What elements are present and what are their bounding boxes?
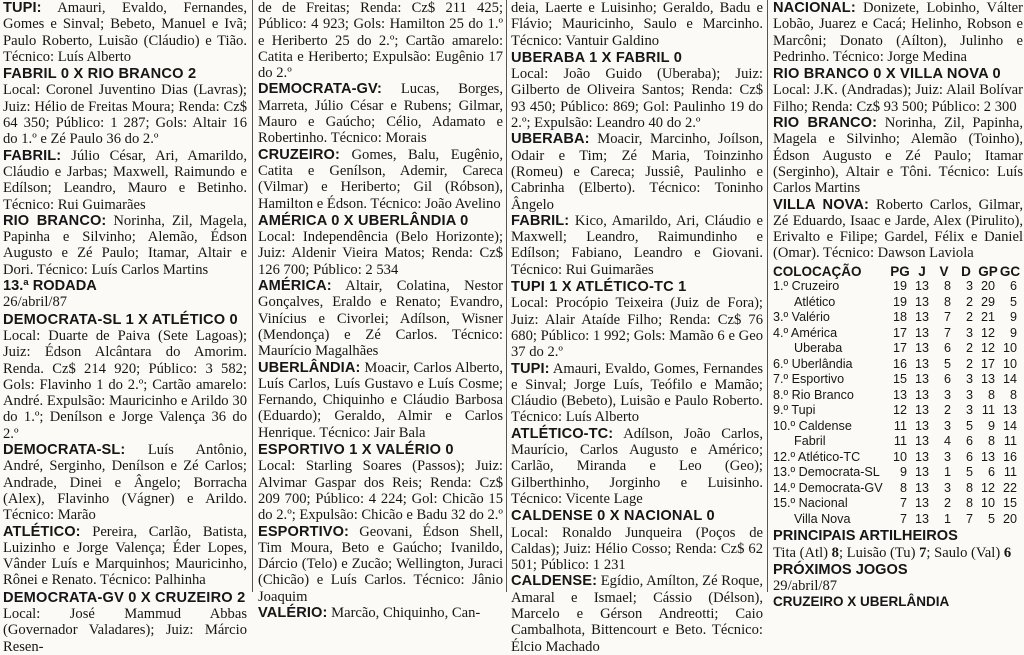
match-heading: AMÉRICA 0 X UBERLÂNDIA 0 bbox=[258, 212, 469, 229]
stat-d: 2 bbox=[965, 356, 973, 371]
stat-v: 2 bbox=[943, 403, 951, 418]
stat-v: 7 bbox=[943, 325, 951, 340]
column-divider bbox=[252, 0, 253, 592]
stat-j: 13 bbox=[914, 434, 929, 449]
team-cell bbox=[773, 403, 889, 419]
match-details-text: Local: Duarte de Paiva (Sete Lagoas); Juiz: Édson Alcântara do Amorim. Renda. Cz$ 214 920; Público: 3 582; Gols: Flavinho 1 do 2.º; Cartão amarelo: André. Expulsão: Mauricinho e Arildo 30 do 1.º; Denílson e Jorge Valença 36 do 2.º bbox=[3, 327, 247, 442]
match-heading: ESPORTIVO 1 X VALÉRIO 0 bbox=[258, 442, 454, 459]
stat-j: 13 bbox=[914, 279, 929, 294]
lineup-democrata-sl bbox=[3, 442, 247, 523]
stat-j: 13 bbox=[914, 496, 929, 511]
position: 6.º bbox=[773, 356, 789, 371]
team-cell bbox=[773, 388, 889, 404]
stat-gc: 8 bbox=[1009, 387, 1017, 402]
stat-gp: 8 bbox=[987, 434, 995, 449]
column-divider bbox=[767, 0, 768, 592]
position: 13.º bbox=[773, 465, 796, 480]
table-row bbox=[773, 496, 1021, 512]
lineup-text: Luís Antônio, André, Serginho, Denílson e Zé Carlos; Andrade, Dinei e Ângelo; Borracha (Alex), Flavinho (Vágner) e Arildo. Técnico: Marão bbox=[3, 442, 247, 524]
lineup-uberaba bbox=[511, 131, 763, 212]
next-games-date: 29/abril/87 bbox=[773, 578, 838, 595]
lineup-rio-branco bbox=[773, 115, 1023, 196]
stat-j: 13 bbox=[914, 403, 929, 418]
stat-pg: 7 bbox=[899, 496, 907, 511]
stat-v: 6 bbox=[943, 341, 951, 356]
scorer-goals: 7 bbox=[919, 544, 927, 561]
team-cell bbox=[773, 450, 889, 466]
lineup-nacional bbox=[773, 0, 1023, 65]
lineup-fabril bbox=[3, 148, 247, 213]
lineup-text: Egídio, Amílton, Zé Roque, Amaral e Ismael; Cássio (Délson), Marcelo e Gérson Andreotti; Caio Cambalhota, Bittencourt e Beto. Técnico: Élcio Machado bbox=[511, 573, 763, 655]
lineup-text: Júlio César, Ari, Amarildo, Cláudio e Jarbas; Maxwell, Raimundo e Edílson; Leandro, Mauro e Betinho. Técnico: Rui Guimarães bbox=[3, 147, 247, 213]
match-details-text: Local: José Mammud Abbas (Governador Valadares); Juiz: Márcio Resen- bbox=[3, 605, 247, 655]
team-label: ATLÉTICO-TC: bbox=[511, 425, 614, 442]
scorers-title: PRINCIPAIS ARTILHEIROS bbox=[773, 528, 958, 545]
match-details bbox=[3, 606, 247, 655]
team-cell bbox=[773, 434, 889, 450]
stat-d: 2 bbox=[965, 341, 973, 356]
team-label: FABRIL: bbox=[511, 212, 570, 229]
match-details-text: Local: João Guido (Uberaba); Juiz: Gilberto de Oliveira Santos; Renda: Cz$ 93 450; Público: 869; Gol: Paulinho 19 do 2.º; Expulsão: Leandro 40 do 2.º bbox=[511, 66, 763, 132]
lineup-continued bbox=[511, 0, 763, 49]
lineup-villa-nova bbox=[773, 197, 1023, 262]
stat-j: 13 bbox=[914, 480, 929, 495]
table-row bbox=[773, 357, 1021, 373]
next-game: CRUZEIRO X UBERLÂNDIA bbox=[773, 594, 950, 610]
lineup-text: Amauri, Evaldo, Fernandes, Gomes e Sinval; Bebeto, Manuel e Ivã; Paulo Roberto, Luisão (Cláudio) e Tião. Técnico: Luís Alberto bbox=[3, 0, 248, 65]
stat-gp: 12 bbox=[980, 325, 995, 340]
position: 1.º bbox=[773, 279, 789, 294]
stat-gc: 10 bbox=[1002, 356, 1017, 371]
lineup-text: Geovani, Édson Shell, Tim Moura, Beto e Gaúcho; Ivanildo, Dárcio (Telo) e Zucão; Wellington, Juraci (Chicão) e Luís Carlos. Técnico: Jânio Joaquim bbox=[258, 523, 503, 605]
lineup-text: Altair, Colatina, Nestor Gonçalves, Eraldo e Renato; Evandro, Vinícius e Civorlei; Adílson, Wisner (Mendonça) e Zé Carlos. Técnico: Maurício Magalhães bbox=[258, 278, 504, 360]
position: 9.º bbox=[773, 403, 789, 418]
lineup-cruzeiro bbox=[258, 147, 503, 212]
lineup-caldense bbox=[511, 573, 763, 654]
stat-pg: 19 bbox=[892, 279, 907, 294]
match-details-text: Local: J.K. (Andradas); Juiz: Alail Bolívar Filho; Renda: Cz$ 93 500; Público: 2 300 bbox=[773, 82, 1023, 115]
column-2 bbox=[258, 0, 504, 621]
stat-pg: 10 bbox=[892, 449, 907, 464]
stat-j: 13 bbox=[914, 449, 929, 464]
column-header: V bbox=[939, 263, 949, 279]
stat-gp: 12 bbox=[980, 480, 995, 495]
team-name: Tupi bbox=[791, 403, 816, 418]
stat-pg: 11 bbox=[893, 418, 907, 433]
position: 8.º bbox=[773, 387, 789, 402]
lineup-atletico-tc bbox=[511, 426, 763, 507]
position: 14.º bbox=[773, 480, 796, 495]
stat-gp: 9 bbox=[987, 418, 995, 433]
stat-gc: 10 bbox=[1002, 341, 1017, 356]
column-1 bbox=[3, 0, 248, 655]
lineup-tupi bbox=[511, 361, 763, 426]
match-heading: TUPI 1 X ATLÉTICO-TC 1 bbox=[511, 279, 687, 296]
stat-gc: 16 bbox=[1002, 449, 1017, 464]
team-name: Uberlândia bbox=[791, 356, 853, 371]
scorer-name: Saulo (Val) bbox=[934, 544, 1001, 561]
stat-pg: 17 bbox=[892, 325, 907, 340]
team-label: DEMOCRATA-GV: bbox=[258, 81, 382, 98]
stat-j: 13 bbox=[914, 418, 929, 433]
lineup-atletico bbox=[3, 524, 247, 589]
table-row bbox=[773, 450, 1021, 466]
stat-v: 4 bbox=[943, 434, 951, 449]
team-cell bbox=[773, 310, 889, 326]
standings-body bbox=[773, 279, 1021, 527]
table-row bbox=[773, 419, 1021, 435]
stat-d: 8 bbox=[965, 480, 973, 495]
team-cell bbox=[773, 419, 889, 435]
stat-gc: 13 bbox=[1002, 403, 1017, 418]
stat-d: 3 bbox=[965, 372, 973, 387]
stat-v: 2 bbox=[943, 496, 951, 511]
team-cell bbox=[773, 295, 889, 311]
table-row bbox=[773, 295, 1021, 311]
stat-j: 13 bbox=[914, 465, 929, 480]
scorer-name: Tita (Atl) bbox=[773, 544, 829, 561]
team-name: Caldense bbox=[798, 418, 852, 433]
lineup-text: Roberto Carlos, Gilmar, Zé Eduardo, Isaac e Jarde, Alex (Pirulito), Erivalto e Filipe; Gardel, Félix e Daniel (Omar). Técnico: Dawson Laviola bbox=[773, 196, 1023, 262]
match-details bbox=[3, 328, 247, 442]
stat-d: 3 bbox=[965, 325, 973, 340]
lineup-text: Moacir, Carlos Alberto, Luís Carlos, Luís Gustavo e Luís Cosme; Fernando, Chiquinho e Cláudio Barbosa (Eduardo); Geraldo, Almir e Carlos Henrique. Técnico: Jair Bala bbox=[258, 359, 504, 441]
match-details bbox=[3, 82, 247, 147]
stat-d: 2 bbox=[965, 310, 973, 325]
lineup-fabril bbox=[511, 213, 763, 278]
team-cell bbox=[773, 279, 889, 295]
team-label: RIO BRANCO: bbox=[3, 212, 107, 229]
lineup-democrata-gv bbox=[258, 81, 503, 146]
team-name: Democrata-GV bbox=[798, 480, 883, 495]
stat-pg: 18 bbox=[892, 310, 907, 325]
scorers-list: Tita (Atl) 8; Luisão (Tu) 7; Saulo (Val) 6 bbox=[773, 544, 1012, 561]
table-row bbox=[773, 310, 1021, 326]
table-row bbox=[773, 279, 1021, 295]
stat-d: 2 bbox=[965, 294, 973, 309]
team-label: DEMOCRATA-SL: bbox=[3, 442, 126, 459]
stat-v: 1 bbox=[943, 511, 951, 526]
next-games-title: PRÓXIMOS JOGOS bbox=[773, 561, 908, 578]
lineup-text: Lucas, Borges, Marreta, Júlio César e Rubens; Gilmar, Mauro e Gaúcho; Célio, Adamato e Robertinho. Técnico: Morais bbox=[258, 81, 503, 147]
stat-gp: 5 bbox=[987, 511, 995, 526]
lineup-uberlandia bbox=[258, 360, 503, 441]
table-row bbox=[773, 388, 1021, 404]
match-details bbox=[511, 525, 763, 574]
team-label: ATLÉTICO: bbox=[3, 523, 81, 540]
team-cell bbox=[773, 326, 889, 342]
lineup-text: Pereira, Carlão, Batista, Luizinho e Jorge Valença; Éder Lopes, Vânder Luís e Marquinhos; Mauricinho, Rônei e Renato. Técnico: Palhinha bbox=[3, 523, 248, 589]
stat-gc: 20 bbox=[1002, 511, 1017, 526]
match-heading: DEMOCRATA-SL 1 X ATLÉTICO 0 bbox=[3, 311, 238, 328]
team-label: AMÉRICA: bbox=[258, 278, 332, 295]
stat-d: 3 bbox=[965, 403, 973, 418]
lineup-america bbox=[258, 278, 503, 359]
position: 15.º bbox=[773, 496, 796, 511]
team-label: CALDENSE: bbox=[511, 573, 598, 590]
stat-gp: 21 bbox=[980, 310, 995, 325]
team-label: FABRIL: bbox=[3, 147, 62, 164]
stat-v: 6 bbox=[943, 372, 951, 387]
stat-gc: 11 bbox=[1003, 434, 1017, 449]
stat-d: 6 bbox=[965, 449, 973, 464]
stat-gp: 6 bbox=[987, 465, 995, 480]
lineup-text: Gomes, Balu, Eugênio, Catita e Genílson, Ademir, Careca (Vilmar) e Heriberto; Gil (Róbson), Hamilton e Édson. Técnico: João Avelino bbox=[258, 146, 503, 212]
stat-v: 5 bbox=[943, 356, 951, 371]
match-details bbox=[511, 295, 763, 360]
team-name: Rio Branco bbox=[791, 387, 854, 402]
match-details-text: Local: Procópio Teixeira (Juiz de Fora); Juiz: Alair Ataíde Filho; Renda: Cz$ 76 680; Público: 1 992; Gols: Mamão 6 e Geo 37 do 2.º bbox=[511, 295, 763, 361]
lineup-text: Adílson, João Carlos, Maurício, Carlos Augusto e Américo; Carlão, Miranda e Leo (Geo); Gilberthinho, Jorginho e Luisinho. Técnico: Vicente Lage bbox=[511, 425, 763, 507]
stat-v: 7 bbox=[943, 310, 951, 325]
team-name: Cruzeiro bbox=[791, 279, 840, 294]
match-heading: CALDENSE 0 X NACIONAL 0 bbox=[511, 508, 715, 525]
team-name: Atlético bbox=[794, 294, 836, 309]
lineup-text: Amauri, Evaldo, Gomes, Fernandes e Sinval; Jorge Luís, Teófilo e Mamão; Cláudio (Bebeto), Luisão e Paulo Roberto. Técnico: Luís Alberto bbox=[511, 360, 763, 426]
match-details bbox=[258, 0, 503, 81]
stat-j: 13 bbox=[914, 511, 929, 526]
column-header: GC bbox=[999, 263, 1021, 279]
team-name: Nacional bbox=[798, 496, 848, 511]
team-label: RIO BRANCO: bbox=[773, 115, 878, 132]
match-details-text: Local: Ronaldo Junqueira (Poços de Caldas); Juiz: Hélio Cosso; Renda: Cz$ 62 501; Público: 1 231 bbox=[511, 524, 763, 574]
table-row bbox=[773, 481, 1021, 497]
stat-gc: 5 bbox=[1009, 294, 1017, 309]
stat-j: 13 bbox=[914, 356, 929, 371]
stat-gc: 14 bbox=[1002, 372, 1017, 387]
team-label: UBERABA: bbox=[511, 131, 590, 148]
stat-gp: 29 bbox=[980, 294, 995, 309]
match-details-text: Local: Coronel Juventino Dias (Lavras); Juiz: Hélio de Freitas Moura; Renda: Cz$ 64 350; Público: 1 287; Gols: Altair 16 do 1.º e Zé Paulo 36 do 2.º bbox=[3, 82, 247, 148]
stat-gc: 6 bbox=[1009, 279, 1017, 294]
stat-gc: 15 bbox=[1002, 496, 1017, 511]
stat-j: 13 bbox=[914, 294, 929, 309]
team-cell bbox=[773, 481, 889, 497]
team-cell bbox=[773, 465, 889, 481]
lineup-text: deia, Laerte e Luisinho; Geraldo, Badu e Flávio; Mauricinho, Saulo e Marcinho. Técnico: Vantuir Galdino bbox=[511, 0, 763, 49]
team-label: VILLA NOVA: bbox=[773, 196, 869, 213]
standings-header bbox=[773, 264, 1021, 280]
stat-pg: 15 bbox=[892, 372, 907, 387]
team-cell bbox=[773, 372, 889, 388]
match-heading: UBERABA 1 X FABRIL 0 bbox=[511, 49, 683, 66]
stat-v: 8 bbox=[943, 294, 951, 309]
position: 12.º bbox=[773, 449, 796, 464]
team-name: Villa Nova bbox=[794, 511, 851, 526]
stat-d: 8 bbox=[965, 496, 973, 511]
column-header: COLOCAÇÃO bbox=[773, 263, 862, 279]
team-label: TUPI: bbox=[511, 360, 550, 377]
stat-v: 3 bbox=[943, 480, 951, 495]
stat-pg: 9 bbox=[899, 465, 907, 480]
team-cell bbox=[773, 341, 889, 357]
column-header: PG bbox=[890, 263, 910, 279]
scorer-name: Luisão (Tu) bbox=[846, 544, 916, 561]
lineup-text: Moacir, Marcinho, Joílson, Odair e Tim; Zé Maria, Toinzinho (Romeu) e Careca; Jussiê, Paulinho e Cabrinha (Elberto). Técnico: Toninho Ângelo bbox=[511, 131, 763, 213]
position: 4.º bbox=[773, 325, 789, 340]
stat-pg: 12 bbox=[892, 403, 907, 418]
team-name: Esportivo bbox=[791, 372, 845, 387]
match-details bbox=[258, 458, 503, 523]
round-title: 13.ª RODADA bbox=[3, 278, 97, 295]
stat-d: 7 bbox=[965, 511, 973, 526]
column-header: J bbox=[918, 263, 926, 279]
scorer-goals: 6 bbox=[1003, 544, 1012, 561]
match-details-text: de de Freitas; Renda: Cz$ 211 425; Público: 4 923; Gols: Hamilton 25 do 1.º e Heriberto 25 do 2.º; Cartão amarelo: Catita e Heriberto; Expulsão: Eugênio 17 do 2.º bbox=[258, 0, 503, 82]
team-label: ESPORTIVO: bbox=[258, 523, 350, 540]
stat-j: 13 bbox=[914, 387, 929, 402]
stat-j: 13 bbox=[914, 310, 929, 325]
lineup-valerio bbox=[258, 605, 503, 621]
stat-pg: 7 bbox=[899, 511, 907, 526]
lineup-esportivo bbox=[258, 524, 503, 605]
team-name: Atlético-TC bbox=[797, 449, 861, 464]
team-label: NACIONAL: bbox=[773, 0, 856, 16]
stat-gc: 9 bbox=[1009, 310, 1017, 325]
lineup-text: Norinha, Zil, Papinha, Magela e Silvinho; Alemão (Toinho), Édson Augusto e Zé Paulo; Itamar (Serginho), Altair e Tôni. Técnico: Luís Carlos Martins bbox=[773, 115, 1023, 197]
match-details-text: Local: Starling Soares (Passos); Juiz: Alvimar Gaspar dos Reis; Renda: Cz$ 209 700; Público: 4 224; Gol: Chicão 15 do 2.º; Expulsão: Chicão e Badu 32 do 2.º bbox=[258, 458, 503, 524]
team-cell bbox=[773, 496, 889, 512]
stat-v: 1 bbox=[943, 465, 951, 480]
stat-d: 3 bbox=[965, 279, 973, 294]
team-label: TUPI: bbox=[3, 0, 42, 16]
lineup-rio-branco bbox=[3, 213, 247, 278]
match-heading: RIO BRANCO 0 X VILLA NOVA 0 bbox=[773, 66, 1001, 83]
column-header: D bbox=[961, 263, 971, 279]
stat-pg: 13 bbox=[892, 387, 907, 402]
match-details-text: Local: Independência (Belo Horizonte); Juiz: Aldenir Vieira Matos; Renda: Cz$ 126 700; Público: 2 534 bbox=[258, 229, 503, 278]
stat-gp: 11 bbox=[981, 403, 995, 418]
stat-d: 5 bbox=[965, 465, 973, 480]
stat-d: 6 bbox=[965, 434, 973, 449]
scorer-goals: 8 bbox=[831, 544, 839, 561]
stat-pg: 8 bbox=[899, 480, 907, 495]
stat-v: 8 bbox=[943, 279, 951, 294]
lineup-text: Kico, Amarildo, Ari, Cláudio e Maxwell; Leandro, Raimundinho e Edílson; Fabiano, Leandro e Giovani. Técnico: Rui Guimarães bbox=[511, 212, 763, 278]
column-divider bbox=[506, 0, 507, 592]
stat-v: 3 bbox=[943, 449, 951, 464]
table-row bbox=[773, 372, 1021, 388]
match-details bbox=[773, 82, 1023, 115]
stat-gp: 13 bbox=[980, 449, 995, 464]
lineup-text: Norinha, Zil, Magela, Papinha e Silvinho; Alemão, Édson Augusto e Zé Paulo; Itamar, Altair e Dori. Técnico: Luís Carlos Martins bbox=[3, 212, 247, 278]
stat-pg: 11 bbox=[893, 434, 907, 449]
team-name: Valério bbox=[791, 310, 830, 325]
stat-v: 3 bbox=[943, 387, 951, 402]
table-row bbox=[773, 341, 1021, 357]
standings-table bbox=[773, 264, 1021, 528]
table-row bbox=[773, 465, 1021, 481]
table-row bbox=[773, 434, 1021, 450]
stat-gp: 12 bbox=[980, 341, 995, 356]
stat-gc: 22 bbox=[1002, 480, 1017, 495]
match-details bbox=[258, 229, 503, 278]
team-cell bbox=[773, 357, 889, 373]
stat-gp: 13 bbox=[980, 372, 995, 387]
team-cell bbox=[773, 512, 889, 528]
column-4 bbox=[773, 0, 1023, 610]
team-name: Democrata-SL bbox=[798, 465, 880, 480]
team-name: Fabril bbox=[794, 434, 826, 449]
table-row bbox=[773, 326, 1021, 342]
team-name: Uberaba bbox=[794, 341, 843, 356]
stat-gc: 14 bbox=[1002, 418, 1017, 433]
lineup-tupi bbox=[3, 0, 247, 65]
lineup-text: Donizete, Lobinho, Válter Lobão, Juarez e Cacá; Helinho, Robson e Marcôni; Donato (Aílton), Julinho e Pedrinho. Técnico: Jorge Medina bbox=[773, 0, 1023, 65]
team-label: VALÉRIO: bbox=[258, 604, 328, 621]
stat-v: 3 bbox=[943, 418, 951, 433]
stat-gp: 8 bbox=[987, 387, 995, 402]
match-heading: DEMOCRATA-GV 0 X CRUZEIRO 2 bbox=[3, 589, 246, 606]
stat-j: 13 bbox=[914, 325, 929, 340]
match-heading: FABRIL 0 X RIO BRANCO 2 bbox=[3, 66, 197, 83]
stat-j: 13 bbox=[914, 341, 929, 356]
stat-gp: 17 bbox=[980, 356, 995, 371]
stat-d: 3 bbox=[965, 387, 973, 402]
position: 7.º bbox=[773, 372, 789, 387]
stat-d: 5 bbox=[965, 418, 973, 433]
round-date: 26/abril/87 bbox=[3, 294, 68, 311]
column-header: GP bbox=[978, 263, 998, 279]
match-details bbox=[511, 66, 763, 131]
table-row bbox=[773, 403, 1021, 419]
stat-pg: 17 bbox=[892, 341, 907, 356]
stat-gc: 9 bbox=[1009, 325, 1017, 340]
team-label: UBERLÂNDIA: bbox=[258, 359, 361, 376]
position: 3.º bbox=[773, 310, 789, 325]
team-name: América bbox=[790, 325, 838, 340]
position: 10.º bbox=[773, 418, 796, 433]
stat-j: 13 bbox=[914, 372, 929, 387]
stat-gc: 11 bbox=[1003, 465, 1017, 480]
lineup-text: Marcão, Chiquinho, Can- bbox=[331, 604, 481, 621]
stat-pg: 19 bbox=[892, 294, 907, 309]
stat-gp: 10 bbox=[980, 496, 995, 511]
table-row bbox=[773, 512, 1021, 528]
column-3 bbox=[511, 0, 763, 655]
stat-pg: 16 bbox=[892, 356, 907, 371]
team-label: CRUZEIRO: bbox=[258, 146, 340, 163]
stat-gp: 20 bbox=[980, 279, 995, 294]
